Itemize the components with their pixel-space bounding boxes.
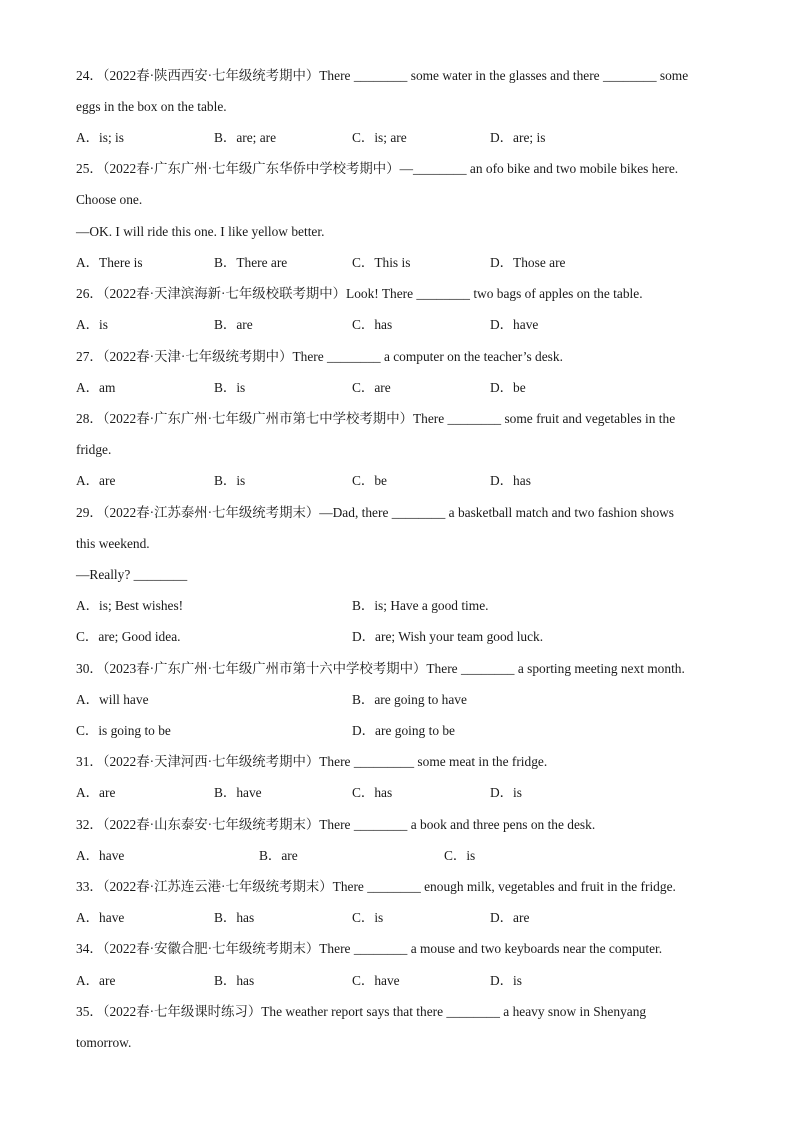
question-25-line-2: Choose one. xyxy=(76,192,143,207)
option-a: A．There is xyxy=(76,255,143,270)
question-25-line-3: —OK. I will ride this one. I like yellow better. xyxy=(76,224,325,239)
option-d: D．Those are xyxy=(490,255,566,270)
option-d: D．are going to be xyxy=(352,723,456,738)
option-b: B．are xyxy=(259,848,298,863)
option-d: D．is xyxy=(490,973,522,988)
question-29-line-2: this weekend. xyxy=(76,536,150,551)
question-35-line-1: 35．（2022春·七年级课时练习）The weather report says that there ________ a heavy snow in Shenyang xyxy=(76,1004,647,1019)
option-a: A．are xyxy=(76,473,116,488)
option-d: D．are; Wish your team good luck. xyxy=(352,629,544,644)
question-33-line-1: 33．（2022春·江苏连云港·七年级统考期末）There ________ enough milk, vegetables and fruit in the fridge. xyxy=(76,879,676,894)
option-a: A．are xyxy=(76,785,116,800)
question-24-line-2: eggs in the box on the table. xyxy=(76,99,227,114)
option-c: C．is; are xyxy=(352,130,407,145)
option-b: B．have xyxy=(214,785,262,800)
question-28-line-2: fridge. xyxy=(76,442,112,457)
option-c: C．has xyxy=(352,785,393,800)
option-b: B．are going to have xyxy=(352,692,467,707)
option-c: C．This is xyxy=(352,255,411,270)
question-27-line-1: 27．（2022春·天津·七年级统考期中）There ________ a computer on the teacher’s desk. xyxy=(76,349,563,364)
option-a: A．have xyxy=(76,910,125,925)
question-30-line-1: 30．（2023春·广东广州·七年级广州市第十六中学校考期中）There ________ a sporting meeting next month. xyxy=(76,661,685,676)
option-d: D．is xyxy=(490,785,522,800)
option-a: A．is; Best wishes! xyxy=(76,598,184,613)
option-b: B．are xyxy=(214,317,253,332)
question-24-line-1: 24．（2022春·陕西西安·七年级统考期中）There ________ some water in the glasses and there ________ some xyxy=(76,68,689,83)
option-a: A．are xyxy=(76,973,116,988)
option-b: B．are; are xyxy=(214,130,277,145)
option-a: A．am xyxy=(76,380,116,395)
question-31-line-1: 31．（2022春·天津河西·七年级统考期中）There _________ some meat in the fridge. xyxy=(76,754,548,769)
option-c: C．is going to be xyxy=(76,723,171,738)
option-a: A．have xyxy=(76,848,125,863)
question-26-line-1: 26．（2022春·天津滨海新·七年级校联考期中）Look! There ________ two bags of apples on the table. xyxy=(76,286,643,301)
option-c: C．is xyxy=(444,848,476,863)
option-b: B．has xyxy=(214,910,255,925)
option-d: D．are; is xyxy=(490,130,546,145)
question-29-line-3: —Really? ________ xyxy=(76,567,188,582)
option-b: B．is; Have a good time. xyxy=(352,598,489,613)
option-c: C．are xyxy=(352,380,391,395)
option-b: B．There are xyxy=(214,255,288,270)
option-a: A．is xyxy=(76,317,108,332)
option-c: C．has xyxy=(352,317,393,332)
option-c: C．be xyxy=(352,473,387,488)
question-34-line-1: 34．（2022春·安徽合肥·七年级统考期末）There ________ a mouse and two keyboards near the computer. xyxy=(76,941,663,956)
option-d: D．has xyxy=(490,473,531,488)
option-a: A．is; is xyxy=(76,130,124,145)
option-c: C．is xyxy=(352,910,384,925)
question-29-line-1: 29．（2022春·江苏泰州·七年级统考期末）—Dad, there ________ a basketball match and two fashion shows xyxy=(76,505,675,520)
option-c: C．are; Good idea. xyxy=(76,629,181,644)
option-c: C．have xyxy=(352,973,400,988)
option-d: D．be xyxy=(490,380,526,395)
option-b: B．is xyxy=(214,473,246,488)
question-32-line-1: 32．（2022春·山东泰安·七年级统考期末）There ________ a book and three pens on the desk. xyxy=(76,817,596,832)
option-b: B．has xyxy=(214,973,255,988)
question-25-line-1: 25．（2022春·广东广州·七年级广东华侨中学校考期中）—________ an ofo bike and two mobile bikes here. xyxy=(76,161,679,176)
question-35-line-2: tomorrow. xyxy=(76,1035,132,1050)
option-d: D．have xyxy=(490,317,539,332)
option-a: A．will have xyxy=(76,692,149,707)
option-b: B．is xyxy=(214,380,246,395)
question-28-line-1: 28．（2022春·广东广州·七年级广州市第七中学校考期中）There ________ some fruit and vegetables in the xyxy=(76,411,676,426)
option-d: D．are xyxy=(490,910,530,925)
